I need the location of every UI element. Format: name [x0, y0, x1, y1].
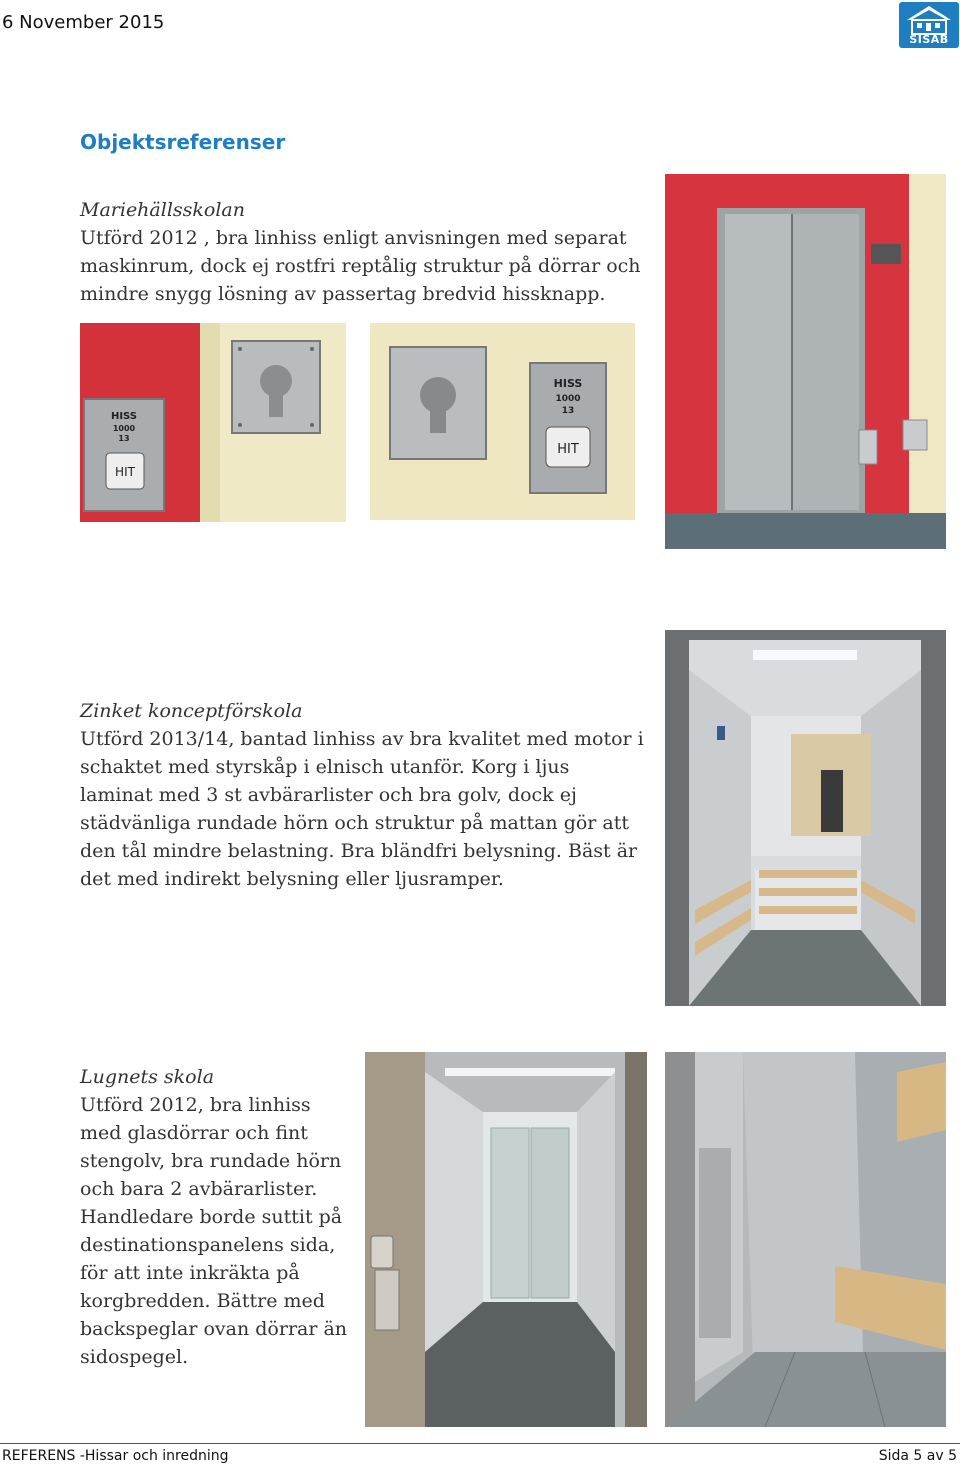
section-title: Lugnets skola [80, 1066, 215, 1088]
sisab-logo [899, 2, 959, 48]
section-line: stengolv, bra rundade hörn [80, 1150, 342, 1172]
plate-kg-text: 1000 [112, 424, 136, 433]
photo-glass-door-elevator [365, 1052, 647, 1427]
plate-kg-text-2: 1000 [555, 394, 581, 404]
logo-text: SISAB [909, 33, 949, 46]
footer-rule [0, 1443, 960, 1444]
plate-title-text: HISS [110, 411, 138, 422]
header-date: 6 November 2015 [2, 12, 165, 33]
photo-car-corner-detail [665, 1052, 946, 1427]
section-line: Utförd 2012, bra linhiss [80, 1094, 311, 1116]
section-line: sidospegel. [80, 1346, 189, 1368]
section-line: laminat med 3 st avbärarlister och bra golv, dock ej [80, 784, 577, 806]
section-line: destinationspanelens sida, [80, 1234, 336, 1256]
section-line: korgbredden. Bättre med [80, 1290, 325, 1312]
section-line: med glasdörrar och fint [80, 1122, 308, 1144]
photo-key-switch-red-wall [80, 323, 346, 522]
button-label-text-2: HIT [557, 442, 579, 457]
section-title: Mariehällsskolan [80, 199, 245, 221]
section-lugnets-skola [80, 1063, 370, 1371]
plate-title-text-2: HISS [553, 377, 583, 390]
section-line: Utförd 2013/14, bantad linhiss av bra kvalitet med motor i [80, 728, 644, 750]
section-line: maskinrum, dock ej rostfri reptålig struktur på dörrar och [80, 255, 641, 277]
photo-plates-beige-wall [370, 323, 635, 520]
section-line: mindre snygg lösning av passertag bredvid hissknapp. [80, 283, 606, 305]
footer-page-number: Sida 5 av 5 [878, 1448, 957, 1464]
page-heading: Objektsreferenser [80, 130, 286, 154]
section-line: Handledare borde suttit på [80, 1206, 343, 1228]
section-title: Zinket konceptförskola [80, 700, 303, 722]
section-line: schaktet med styrskåp i elnisch utanför. Korg i ljus [80, 756, 570, 778]
section-zinket-konceptforskola [80, 697, 660, 893]
section-line: det med indirekt belysning eller ljusramper. [80, 868, 504, 890]
photo-elevator-doors [665, 174, 946, 549]
section-line: den tål mindre belastning. Bra bländfri belysning. Bäst är [80, 840, 638, 862]
section-line: backspeglar ovan dörrar än [80, 1318, 348, 1340]
button-label-text: HIT [115, 465, 135, 479]
section-line: Utförd 2012 , bra linhiss enligt anvisningen med separat [80, 227, 627, 249]
photo-elevator-car-interior [665, 630, 946, 1006]
section-line: städvänliga rundade hörn och struktur på mattan gör att [80, 812, 630, 834]
plate-persons-text-2: 13 [561, 406, 575, 416]
section-line: och bara 2 avbärarlister. [80, 1178, 318, 1200]
section-mariehallsskolan [80, 196, 660, 308]
plate-persons-text: 13 [118, 434, 130, 443]
footer-document-title: REFERENS -Hissar och inredning [2, 1448, 229, 1464]
section-line: för att inte inkräkta på [80, 1262, 300, 1284]
